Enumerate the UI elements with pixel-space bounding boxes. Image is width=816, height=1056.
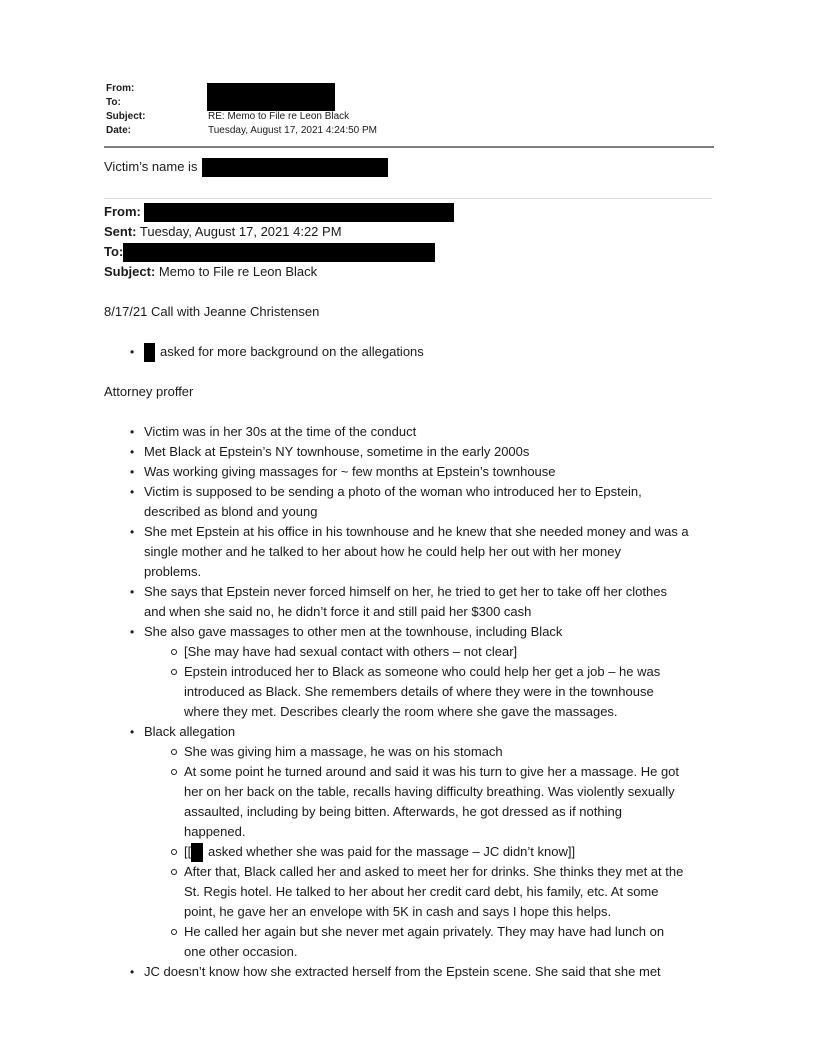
forwarded-sent-line: [104, 222, 342, 242]
bullet-marker: •: [130, 425, 135, 439]
subject-label: Subject:: [106, 111, 146, 122]
forwarded-from-line: [104, 202, 454, 222]
forwarded-subject-value: Memo to File re Leon Black: [158, 264, 318, 279]
forwarded-sent-value: Tuesday, August 17, 2021 4:22 PM: [139, 224, 342, 239]
list-item: Black allegation: [144, 724, 236, 739]
sub-list-item-continuation: assaulted, including by being bitten. Afterwards, he got dressed as if nothing: [184, 804, 622, 819]
sub-list-item-open-bracket: [[: [184, 844, 192, 859]
sub-bullet-marker: [171, 669, 177, 675]
sub-list-item-continuation: her on her back on the table, recalls having difficulty breathing. Was violently sexually: [184, 784, 675, 799]
sub-list-item-continuation: introduced as Black. She remembers details of where they were in the townhouse: [184, 684, 654, 699]
list-item-continuation: problems.: [144, 564, 202, 579]
sub-list-item: After that, Black called her and asked to meet her for drinks. She thinks they met at the: [184, 864, 684, 879]
proffer-heading: Attorney proffer: [104, 384, 194, 399]
sub-list-item-continuation: one other occasion.: [184, 944, 298, 959]
list-item-continuation: and when she said no, he didn’t force it and still paid her $300 cash: [144, 604, 532, 619]
date-value: Tuesday, August 17, 2021 4:24:50 PM: [208, 125, 378, 136]
sub-list-item: At some point he turned around and said it was his turn to give her a massage. He got: [184, 764, 680, 779]
sub-list-item: She was giving him a massage, he was on his stomach: [184, 744, 503, 759]
forwarded-sent-label: Sent:: [104, 224, 137, 239]
sub-bullet-marker: [171, 929, 177, 935]
forwarded-subject-label: Subject:: [104, 264, 156, 279]
call-line: 8/17/21 Call with Jeanne Christensen: [104, 304, 320, 319]
list-item: She also gave massages to other men at the townhouse, including Black: [144, 624, 563, 639]
bullet-marker: •: [130, 965, 135, 979]
bullet-marker: •: [130, 345, 135, 359]
list-item: She says that Epstein never forced himself on her, he tried to get her to take off her clothes: [144, 584, 667, 599]
bullet-marker: •: [130, 625, 135, 639]
sub-list-item: Epstein introduced her to Black as someone who could help her get a job – he was: [184, 664, 661, 679]
to-label: To:: [106, 97, 121, 108]
date-label: Date:: [106, 125, 132, 136]
first-bullet-text: asked for more background on the allegations: [160, 344, 424, 359]
forwarded-from-redaction: [144, 203, 454, 222]
forwarded-to-label: To:: [104, 244, 124, 259]
first-bullet-redaction: [144, 343, 155, 362]
sub-bullet-redaction: [191, 843, 203, 862]
list-item: JC doesn’t know how she extracted herself from the Epstein scene. She said that she met: [144, 964, 661, 979]
sub-list-item: [She may have had sexual contact with others – not clear]: [184, 644, 518, 659]
sub-bullet-marker: [171, 849, 177, 855]
victim-name-redaction: [202, 158, 388, 177]
list-item: Was working giving massages for ~ few months at Epstein’s townhouse: [144, 464, 556, 479]
bullet-marker: •: [130, 485, 135, 499]
header-divider: [104, 146, 714, 148]
sub-list-item: asked whether she was paid for the massage – JC didn’t know]]: [208, 844, 576, 859]
sub-list-item: He called her again but she never met again privately. They may have had lunch on: [184, 924, 665, 939]
list-item: Victim is supposed to be sending a photo of the woman who introduced her to Epstein,: [144, 484, 642, 499]
list-item: She met Epstein at his office in his townhouse and he knew that she needed money and was a: [144, 524, 689, 539]
bullet-marker: •: [130, 525, 135, 539]
forwarded-subject-line: [104, 262, 317, 282]
sub-list-item-continuation: point, he gave her an envelope with 5K in cash and says I hope this helps.: [184, 904, 612, 919]
list-item-continuation: single mother and he talked to her about how he could help her out with her money: [144, 544, 621, 559]
from-label: From:: [106, 83, 135, 94]
victim-name-line: [104, 157, 388, 177]
sub-bullet-marker: [171, 769, 177, 775]
list-item: Victim was in her 30s at the time of the conduct: [144, 424, 417, 439]
forwarded-to-line: [104, 242, 435, 262]
list-item-continuation: described as blond and young: [144, 504, 318, 519]
forwarded-to-redaction: [123, 243, 435, 262]
from-to-redaction: [207, 83, 335, 111]
reply-divider: [104, 198, 712, 199]
bullet-marker: •: [130, 725, 135, 739]
forwarded-from-label: From:: [104, 204, 141, 219]
subject-value: RE: Memo to File re Leon Black: [208, 111, 350, 122]
sub-list-item-continuation: St. Regis hotel. He talked to her about her credit card debt, his family, etc. At some: [184, 884, 659, 899]
sub-list-item-continuation: happened.: [184, 824, 246, 839]
victim-name-text: Victim’s name is: [104, 159, 198, 174]
bullet-marker: •: [130, 465, 135, 479]
bullet-marker: •: [130, 445, 135, 459]
sub-list-item-continuation: where they met. Describes clearly the room where she gave the massages.: [184, 704, 618, 719]
list-item: Met Black at Epstein’s NY townhouse, sometime in the early 2000s: [144, 444, 530, 459]
sub-bullet-marker: [171, 749, 177, 755]
bullet-marker: •: [130, 585, 135, 599]
sub-bullet-marker: [171, 869, 177, 875]
sub-bullet-marker: [171, 649, 177, 655]
